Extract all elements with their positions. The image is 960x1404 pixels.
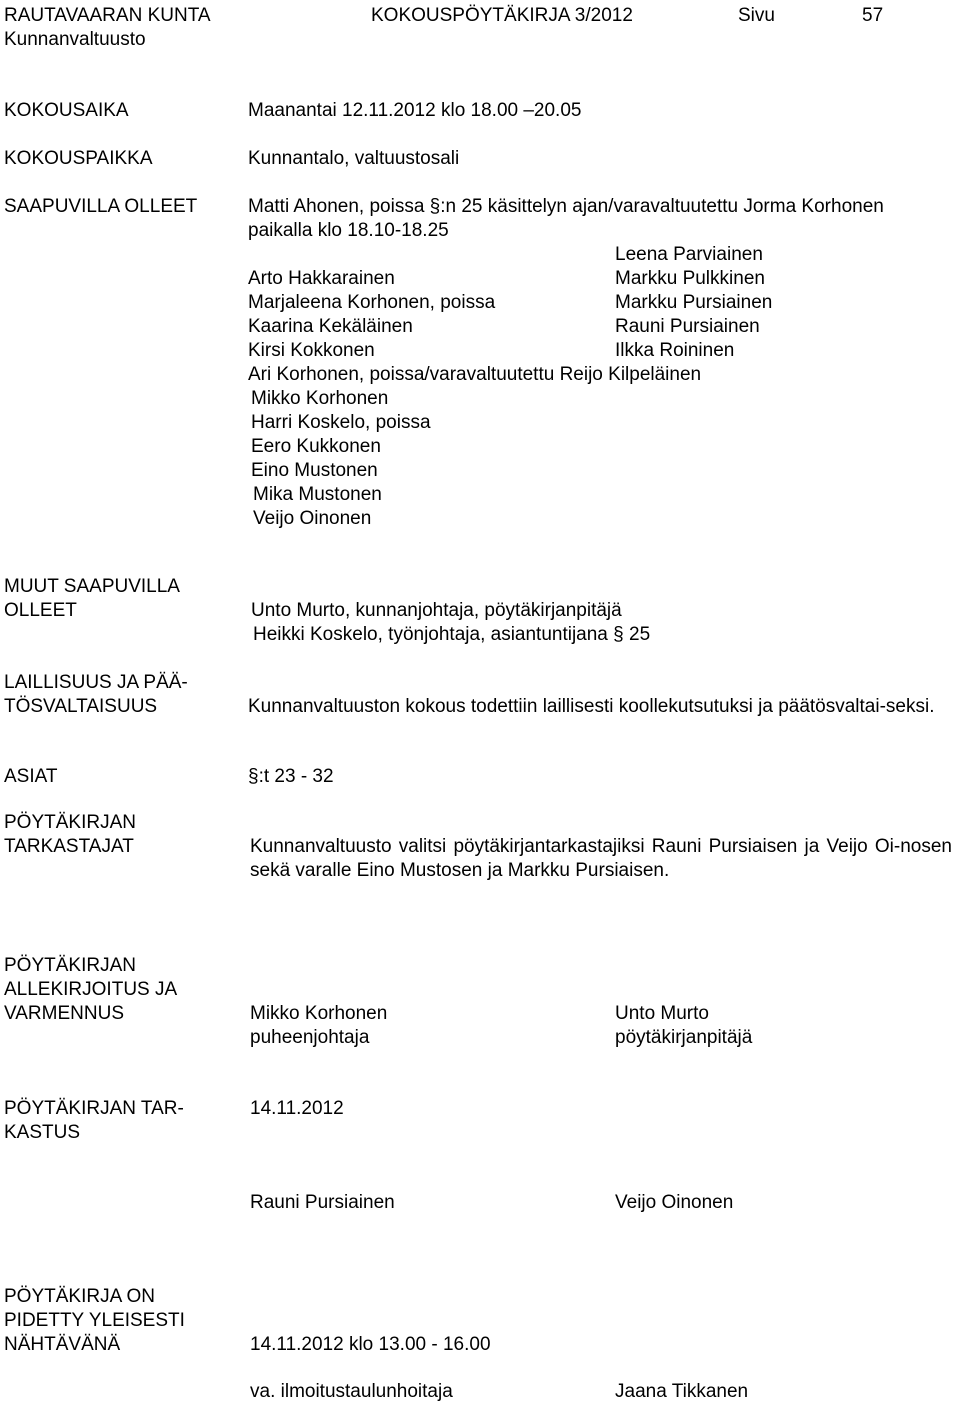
matters-value: §:t 23 - 32 (248, 766, 334, 787)
signatures-label: VARMENNUS (4, 1003, 124, 1024)
attendee-right: Leena Parviainen (615, 244, 763, 265)
quorum-label: TÖSVALTAISUUS (4, 696, 158, 717)
secretary-role: pöytäkirjanpitäjä (615, 1027, 753, 1048)
attendee-line: Ari Korhonen, poissa/varavaltuutettu Reijo Kilpeläinen (248, 364, 702, 385)
meeting-place-label: KOKOUSPAIKKA (4, 148, 153, 169)
inspector-name: Veijo Oinonen (615, 1192, 734, 1213)
attendee-line: Veijo Oinonen (253, 508, 372, 529)
chair-role: puheenjohtaja (250, 1027, 370, 1048)
others-item: Heikki Koskelo, työnjohtaja, asiantuntijana § 25 (253, 624, 651, 645)
meeting-time-value: Maanantai 12.11.2012 klo 18.00 –20.05 (248, 100, 582, 121)
meeting-time-label: KOKOUSAIKA (4, 100, 129, 121)
attendee-left: Arto Hakkarainen (248, 268, 395, 289)
attendee-line: Mika Mustonen (253, 484, 382, 505)
matters-label: ASIAT (4, 766, 58, 787)
signatures-label: ALLEKIRJOITUS JA (4, 979, 178, 1000)
others-label: OLLEET (4, 600, 77, 621)
review-label: PÖYTÄKIRJAN TAR- (4, 1098, 184, 1119)
inspectors-label: TARKASTAJAT (4, 836, 134, 857)
attendee-line: Harri Koskelo, poissa (251, 412, 431, 433)
quorum-text: Kunnanvaltuuston kokous todettiin laillisesti koollekutsutuksi ja päätösvaltai-seksi. (248, 696, 935, 717)
page-label: Sivu (738, 5, 775, 26)
public-display-label: PÖYTÄKIRJA ON (4, 1286, 155, 1307)
others-label: MUUT SAAPUVILLA (4, 576, 180, 597)
noticeboard-role: va. ilmoitustaulunhoitaja (250, 1381, 453, 1402)
review-date: 14.11.2012 (250, 1098, 344, 1119)
attendee-right: Markku Pursiainen (615, 292, 773, 313)
inspector-name: Rauni Pursiainen (250, 1192, 395, 1213)
public-display-label: NÄHTÄVÄNÄ (4, 1334, 121, 1355)
attendee-right: Markku Pulkkinen (615, 268, 765, 289)
signatures-label: PÖYTÄKIRJAN (4, 955, 136, 976)
attendee-line: Eino Mustonen (251, 460, 378, 481)
attendee-line: Eero Kukkonen (251, 436, 381, 457)
attendee-line: Matti Ahonen, poissa §:n 25 käsittelyn ajan/varavaltuutettu Jorma Korhonen (248, 196, 884, 217)
others-item: Unto Murto, kunnanjohtaja, pöytäkirjanpitäjä (251, 600, 622, 621)
noticeboard-keeper-name: Jaana Tikkanen (615, 1381, 749, 1402)
attendee-line: paikalla klo 18.10-18.25 (248, 220, 449, 241)
meeting-place-value: Kunnantalo, valtuustosali (248, 148, 460, 169)
attendee-line: Mikko Korhonen (251, 388, 389, 409)
review-label: KASTUS (4, 1122, 81, 1143)
attendees-label: SAAPUVILLA OLLEET (4, 196, 198, 217)
attendee-left: Kaarina Kekäläinen (248, 316, 413, 337)
document-title: KOKOUSPÖYTÄKIRJA 3/2012 (371, 5, 633, 26)
council-name: Kunnanvaltuusto (4, 29, 146, 50)
chair-name: Mikko Korhonen (250, 1003, 388, 1024)
attendee-right: Ilkka Roininen (615, 340, 735, 361)
municipality-name: RAUTAVAARAN KUNTA (4, 5, 211, 26)
public-display-label: PIDETTY YLEISESTI (4, 1310, 185, 1331)
attendee-left: Kirsi Kokkonen (248, 340, 375, 361)
page-number: 57 (862, 5, 884, 26)
inspectors-text: Kunnanvaltuusto valitsi pöytäkirjantarkastajiksi Rauni Pursiaisen ja Veijo Oi-nosen sekä varalle Eino Mustosen ja Markku Pursiaisen. (250, 836, 952, 881)
attendee-right: Rauni Pursiainen (615, 316, 760, 337)
inspectors-label: PÖYTÄKIRJAN (4, 812, 136, 833)
quorum-label: LAILLISUUS JA PÄÄ- (4, 672, 188, 693)
attendee-left: Marjaleena Korhonen, poissa (248, 292, 496, 313)
public-display-date: 14.11.2012 klo 13.00 - 16.00 (250, 1334, 491, 1355)
secretary-name: Unto Murto (615, 1003, 709, 1024)
